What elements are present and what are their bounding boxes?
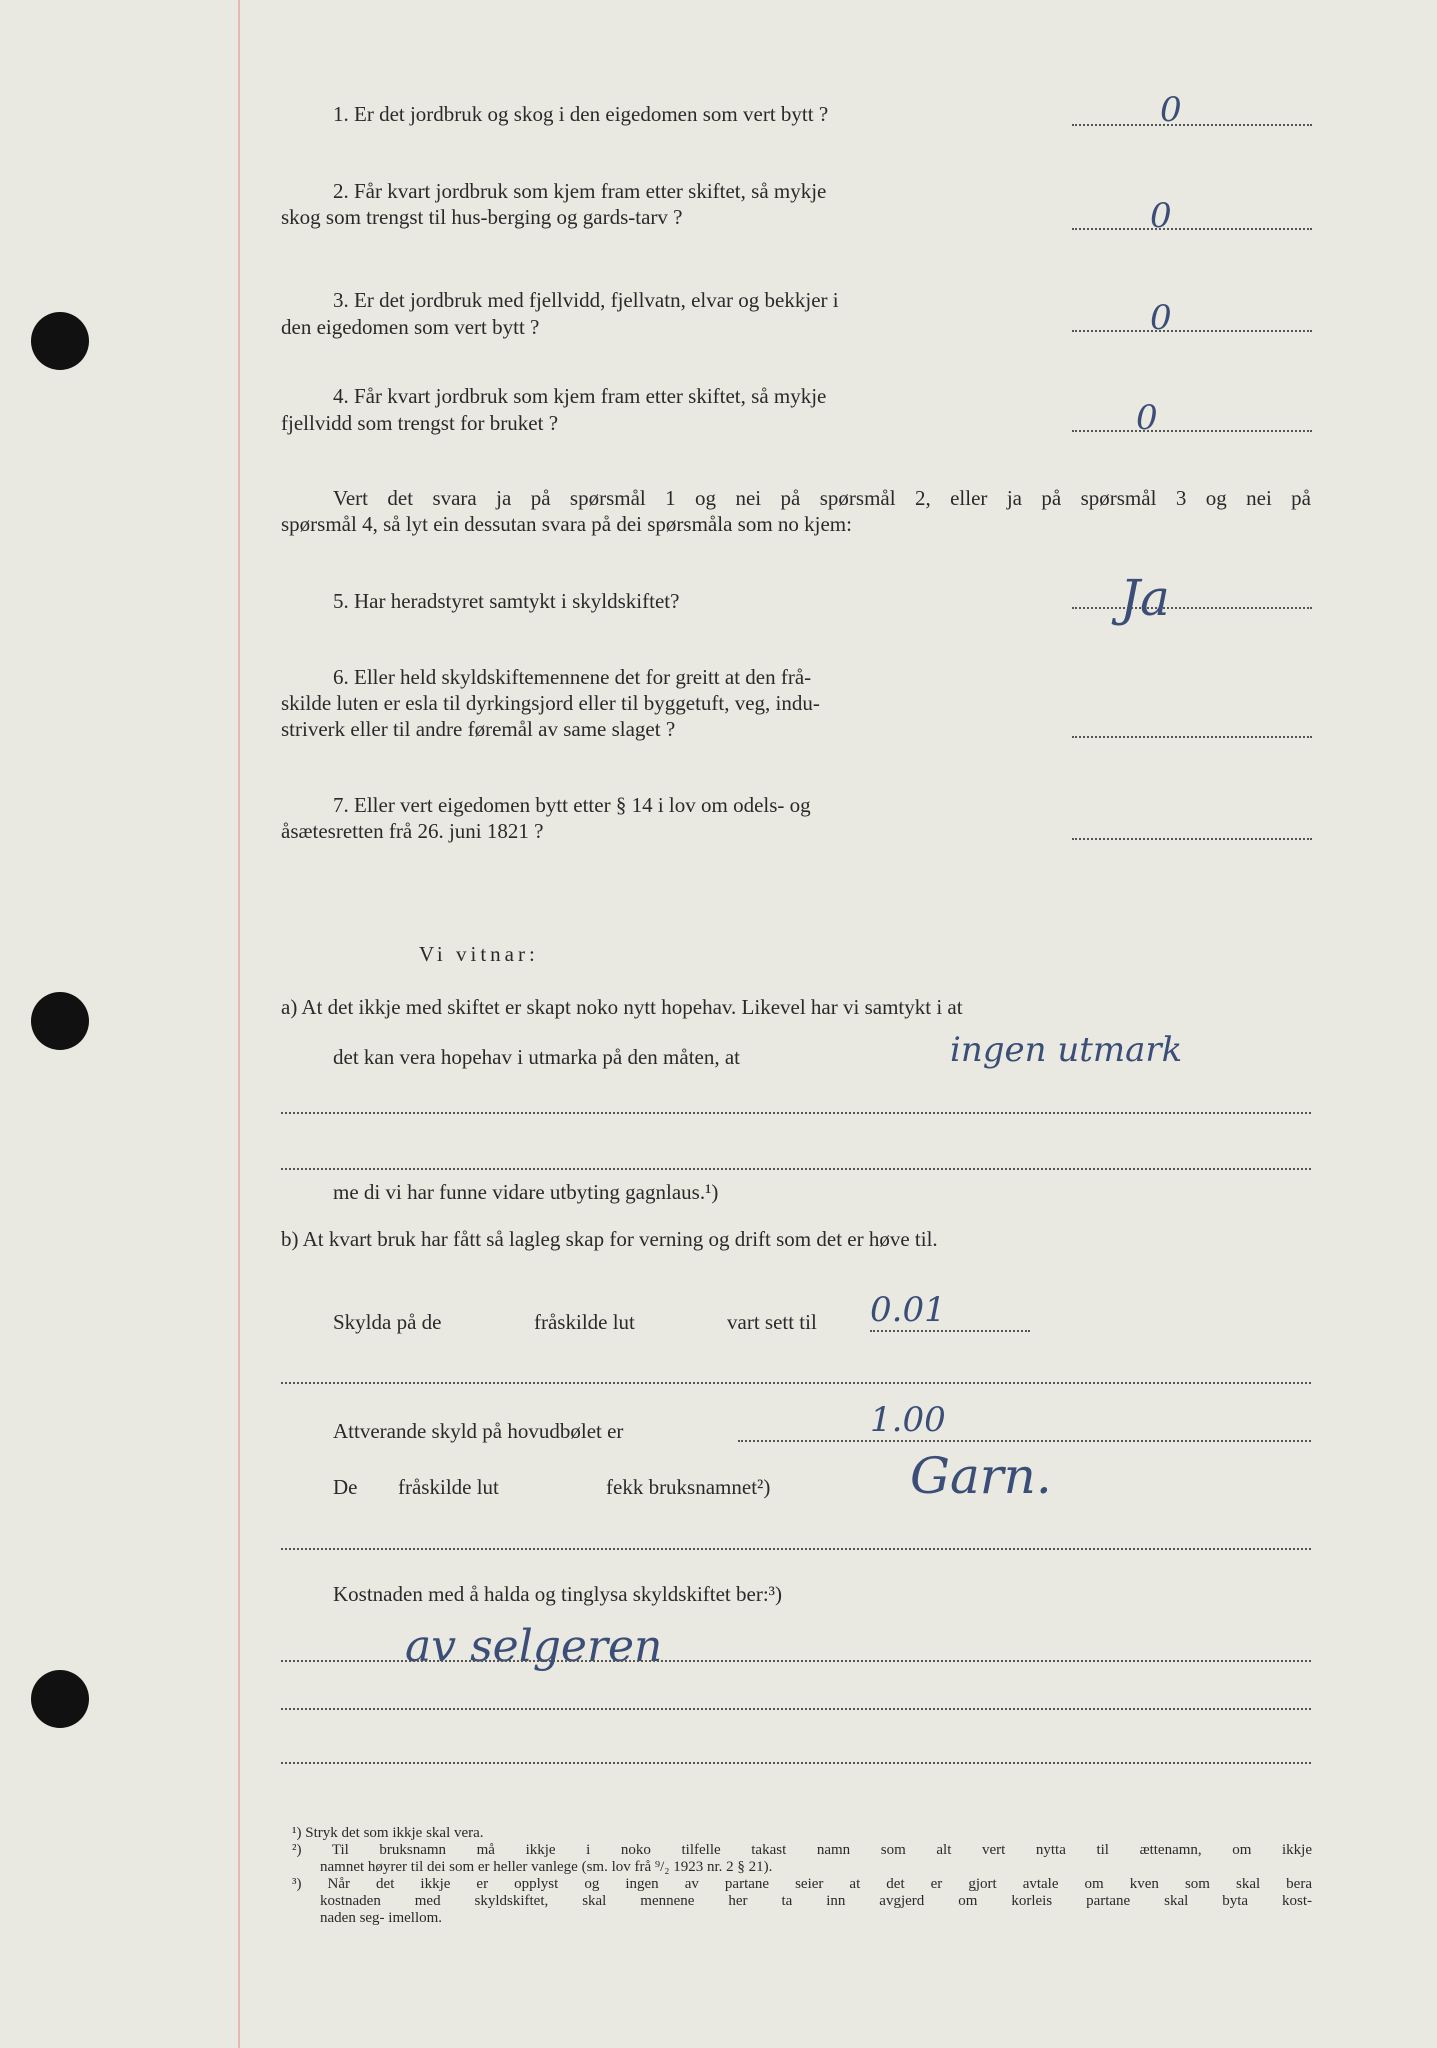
skylda-blank-line[interactable] [281, 1382, 1311, 1384]
footnote-2-line-2: namnet høyrer til dei som er heller vanlege (sm. lov frå ⁹/₂ 1923 nr. 2 § 21). [320, 1859, 773, 1875]
bruksnamn-label-a: De [333, 1475, 358, 1499]
bruksnamn-label-b: fråskilde lut [398, 1475, 499, 1499]
bruksnamn-label-c: fekk bruksnamnet²) [606, 1475, 771, 1499]
kostnad-blank-line-1[interactable] [281, 1708, 1311, 1710]
intro-line-1: Vert det svara ja på spørsmål 1 og nei på spørsmål 2, eller ja på spørsmål 3 og nei på [333, 486, 1311, 510]
footnote-3-line-2: kostnaden med skyldskiftet, skal mennene her ta inn avgjerd om korleis partane skal byta kost- [320, 1893, 1312, 1909]
answer-5: Ja [1120, 569, 1170, 627]
kostnad-blank-line-2[interactable] [281, 1762, 1311, 1764]
footnote-3-line-3: naden seg- imellom. [320, 1910, 443, 1926]
skylda-answer-line[interactable] [870, 1330, 1030, 1332]
question-7-line-2: åsætesretten frå 26. juni 1821 ? [281, 819, 544, 843]
answer-line-5[interactable] [1072, 607, 1312, 609]
witness-a-line-1: a) At det ikkje med skiftet er skapt noko nytt hopehav. Likevel har vi samtykt i at [281, 995, 963, 1019]
kostnad-label: Kostnaden med å halda og tinglysa skyldskiftet ber:³) [333, 1582, 782, 1606]
attverande-answer-line[interactable] [738, 1440, 1311, 1442]
witness-a-answer: ingen utmark [950, 1030, 1183, 1070]
question-2-line-1: 2. Får kvart jordbruk som kjem fram etter skiftet, så mykje [333, 179, 827, 203]
witness-a-blank-line-1[interactable] [281, 1112, 1311, 1114]
witness-heading: Vi vitnar: [419, 942, 539, 966]
witness-a-line-2: det kan vera hopehav i utmarka på den måten, at [333, 1045, 740, 1069]
question-3-line-2: den eigedomen som vert bytt ? [281, 315, 540, 339]
answer-line-3[interactable] [1072, 330, 1312, 332]
answer-line-4[interactable] [1072, 430, 1312, 432]
punch-hole [31, 992, 89, 1050]
answer-4: 0 [1136, 398, 1158, 438]
question-3-line-1: 3. Er det jordbruk med fjellvidd, fjellvatn, elvar og bekkjer i [333, 288, 839, 312]
footnote-1: ¹) Stryk det som ikkje skal vera. [292, 1825, 484, 1841]
answer-2: 0 [1150, 196, 1172, 236]
footnote-3-line-1: ³) Når det ikkje er opplyst og ingen av partane seier at det er gjort avtale om kven som skal bera [292, 1876, 1312, 1892]
bruksnamn-blank-line[interactable] [281, 1548, 1311, 1550]
question-5: 5. Har heradstyret samtykt i skyldskiftet? [333, 589, 680, 613]
footnote-2-line-1: ²) Til bruksnamn må ikkje i noko tilfelle takast namn som alt vert nytta til ættenamn, om ikkje [292, 1842, 1312, 1858]
answer-line-7[interactable] [1072, 838, 1312, 840]
question-6-line-3: striverk eller til andre føremål av same slaget ? [281, 717, 676, 741]
skylda-value: 0.01 [870, 1290, 946, 1330]
attverande-value: 1.00 [870, 1400, 946, 1440]
kostnad-value: av selgeren [405, 1621, 663, 1672]
answer-line-2[interactable] [1072, 228, 1312, 230]
witness-a-line-3: me di vi har funne vidare utbyting gagnlaus.¹) [333, 1180, 719, 1204]
question-7-line-1: 7. Eller vert eigedomen bytt etter § 14 i lov om odels- og [333, 793, 811, 817]
attverande-label: Attverande skyld på hovudbølet er [333, 1419, 624, 1443]
skylda-label-b: fråskilde lut [534, 1310, 635, 1334]
question-6-line-2: skilde luten er esla til dyrkingsjord eller til byggetuft, veg, indu- [281, 691, 820, 715]
witness-b-line-1: b) At kvart bruk har fått så lagleg skap for verning og drift som det er høve til. [281, 1227, 938, 1251]
answer-1: 0 [1160, 90, 1182, 130]
bruksnamn-value: Garn. [910, 1447, 1052, 1505]
answer-line-1[interactable] [1072, 124, 1312, 126]
question-4-line-1: 4. Får kvart jordbruk som kjem fram etter skiftet, så mykje [333, 384, 827, 408]
punch-hole [31, 1670, 89, 1728]
skylda-label-c: vart sett til [727, 1310, 817, 1334]
answer-line-6[interactable] [1072, 736, 1312, 738]
punch-hole [31, 312, 89, 370]
answer-3: 0 [1150, 298, 1172, 338]
intro-line-2: spørsmål 4, så lyt ein dessutan svara på dei spørsmåla som no kjem: [281, 512, 852, 536]
question-1: 1. Er det jordbruk og skog i den eigedomen som vert bytt ? [333, 102, 829, 126]
witness-a-blank-line-2[interactable] [281, 1168, 1311, 1170]
question-2-line-2: skog som trengst til hus-berging og gards-tarv ? [281, 205, 683, 229]
kostnad-answer-line[interactable] [281, 1660, 1311, 1662]
margin-line [238, 0, 240, 2048]
question-6-line-1: 6. Eller held skyldskiftemennene det for greitt at den frå- [333, 665, 812, 689]
skylda-label-a: Skylda på de [333, 1310, 442, 1334]
question-4-line-2: fjellvidd som trengst for bruket ? [281, 411, 559, 435]
